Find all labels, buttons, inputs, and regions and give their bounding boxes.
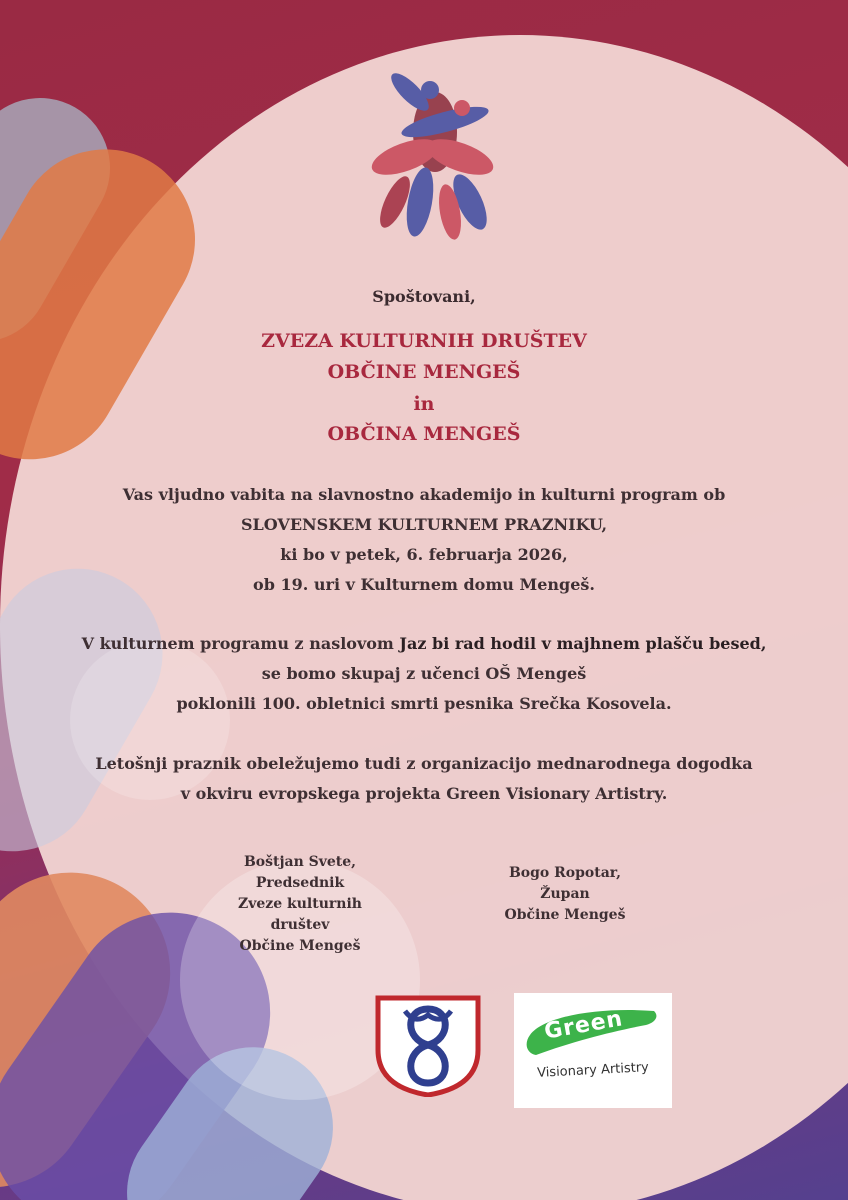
project-line-2: v okviru evropskega projekta Green Visionary Artistry.	[180, 784, 668, 803]
signature-left-line: Zveze kulturnih	[238, 896, 362, 912]
signature-right-line: Bogo Ropotar,	[508, 865, 622, 881]
program-line-1	[0, 634, 848, 653]
dancers-illustration-icon	[350, 62, 520, 242]
program-line-3: poklonili 100. obletnici smrti pesnika Srečka Kosovela.	[176, 694, 672, 713]
menges-crest-icon	[375, 995, 481, 1097]
signature-left-line: društev	[270, 917, 330, 933]
signature-left-line: Boštjan Svete,	[243, 854, 357, 870]
invitation-line-4: ob 19. uri v Kulturnem domu Mengeš.	[253, 575, 595, 594]
signature-right-line: Občine Mengeš	[504, 907, 626, 923]
program-title: Jaz bi rad hodil v majhnem plašču besed,	[399, 634, 767, 653]
green-visionary-artistry-logo	[514, 993, 672, 1108]
signature-right-line: Župan	[540, 886, 590, 902]
green-word: Green	[542, 1006, 625, 1045]
greeting: Spoštovani,	[372, 287, 476, 306]
organizer-line-4: OBČINA MENGEŠ	[327, 423, 521, 445]
organizer-line-2: OBČINE MENGEŠ	[327, 361, 521, 383]
signature-left	[200, 852, 400, 957]
program-prefix: V kulturnem programu z naslovom	[81, 634, 400, 653]
project-line-1: Letošnji praznik obeležujemo tudi z organizacijo mednarodnega dogodka	[95, 754, 753, 773]
invitation-line-2: SLOVENSKEM KULTURNEM PRAZNIKU,	[240, 515, 608, 534]
signature-left-line: Občine Mengeš	[239, 938, 361, 954]
signature-right	[465, 863, 665, 926]
invitation-line-1: Vas vljudno vabita na slavnostno akademijo in kulturni program ob	[122, 485, 726, 504]
program-line-2: se bomo skupaj z učenci OŠ Mengeš	[261, 664, 587, 683]
invitation-line-3: ki bo v petek, 6. februarja 2026,	[280, 545, 568, 564]
organizer-conjunction: in	[413, 393, 435, 415]
signature-left-line: Predsednik	[255, 875, 345, 891]
organizer-line-1: ZVEZA KULTURNIH DRUŠTEV	[261, 330, 587, 352]
visionary-artistry-text: Visionary Artistry	[536, 1060, 650, 1081]
